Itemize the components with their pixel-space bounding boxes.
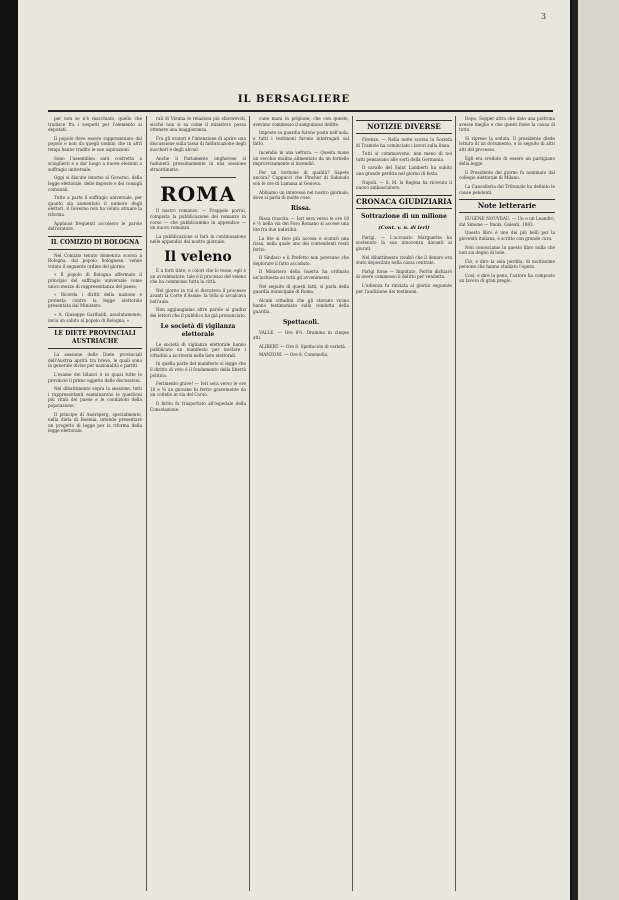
paragraph: ALIBERT. — Ore 8. Spettacolo di varietà. [259, 343, 347, 349]
paragraph: La sessione delle Diete provinciali dell'Austria aprirà tra breve, le quali sono in generale divise per nazionalità e partiti. [48, 352, 142, 369]
heading-roma: ROMA [160, 182, 236, 207]
heading-diete: LE DIETE PROVINCIALI AUSTRIACHE [48, 327, 142, 349]
paragraph: In quella parte del manifesto si legge che il diritto di voto è il fondamento della libertà politica. [150, 361, 246, 378]
paragraph: La lite si fece più accesa e scaturì una rissa, nella quale uno dei contendenti restò ferito. [253, 235, 349, 252]
page-number: 3 [541, 12, 547, 21]
paragraph: Abbiamo un interesse nel nostro giornale, dove si parla di molte cose. [253, 189, 349, 201]
subheading-sottrazione: (Cont. v. n. di ieri) [378, 224, 430, 231]
column-5 [459, 116, 555, 891]
paragraph: « Il popolo di Bologna affermato il principio del suffragio universale come unico mezzo di rappresentanza del paese; [48, 272, 142, 289]
paragraph: L'udienza fu rinviata al giorno seguente per l'audizione dei testimoni. [356, 282, 452, 294]
paragraph: Fra gli oratori è l'intenzione di aprire una discussione sulla tassa di fabbricazione degli zuccheri e degli alcool. [150, 135, 246, 152]
paragraph: La Cancelleria del Tribunale ha definito le cause pendenti. [459, 183, 555, 195]
paragraph: Nel dibattimento sopra la sessione, tutti i rappresentanti esaminarono le questioni più vitali del paese e le condizioni della popolazione. [48, 386, 142, 408]
heading-comizio: IL COMIZIO DI BOLOGNA [48, 236, 142, 250]
paragraph: Per un borbone di qualità? Sapete ancora? Cappucci che Pincher di Sabaudo son le ore di Lamana al Genova. [253, 169, 349, 186]
heading-sottrazione: Sottrazione di un milione [361, 212, 447, 220]
newspaper-page [18, 0, 570, 900]
paragraph: Ferimento grave! — Ieri sera verso le ore 10 e ¾ un giovane fu ferito gravemente da un coltello in via del Corso. [150, 381, 246, 398]
column-divider [249, 116, 250, 891]
paragraph: per non se n'è macchiato, quello che tradisce fra i sospetti per l'elemento ai deputati. [48, 116, 142, 133]
paragraph: VALLE. — Ore 8½. Dramma in cinque atti. [253, 329, 349, 341]
paragraph: Nel Comizio tenuto domenica scorsa a Bologna, dal popolo bolognese, venne votato il seguente ordine del giorno: [48, 252, 142, 269]
paragraph: Applausi frequenti accolsero le parole dell'oratore. [48, 220, 142, 232]
paragraph: Il principe di Auersperg, specialmente, nella dieta di Boemia, intende presentare un progetto di legge per la riforma della legge elettorale. [48, 411, 142, 434]
paragraph: Imposte su guardia furono poste nell'aula, e tutti i testimoni furono interrogati sul fatto. [253, 130, 349, 147]
section-rule [160, 177, 236, 178]
paragraph: La pubblicazione si farà in continuazione nelle appendici del nostro giornale. [150, 233, 246, 245]
paragraph: Il popolo deve essere rappresentato dal popolo e non da quegli uomini che in altri tempi hanno tradito le sue aspirazioni. [48, 135, 142, 152]
paragraph: Nel dibattimento risultò che il denaro era stato depositato nella cassa centrale. [356, 254, 452, 266]
paragraph: « Ricorda i diritti della nazione e protesta contro la legge elettorale presentata dal Ministero. [48, 292, 142, 309]
column-divider [146, 116, 147, 891]
heading-veleno: Il veleno [164, 248, 232, 265]
column-3 [253, 116, 349, 891]
paragraph: Parigi forse — Imputato, Perrin dichiarò di avere commesso il delitto per vendetta. [356, 268, 452, 280]
heading-spettacoli: Spettacoli. [282, 318, 320, 326]
paragraph: Rissa riuscita. — Ieri sera verso le ore 10 e ½ nella via del Foro Romano si accese una lite fra due individui. [253, 215, 349, 232]
paragraph: Non aggiungiamo altre parole ai giudizi dei lettori che il pubblico ha già pronunciato. [150, 307, 246, 319]
binding-shadow [572, 0, 578, 900]
paragraph: Così, e dire la pena, l'autore ha composto un lavoro di gran pregio. [459, 272, 555, 284]
paragraph: Tutto a parte il suffragio universale, per quanto sia aumentato il numero degli elettori, il Governo non ha voluto attuare la riforma. [48, 195, 142, 217]
paragraph: Anche il Parlamento ungherese si radunerà prossimamente in una sessione straordinaria. [150, 155, 246, 172]
paragraph: Il ferito fu trasportato all'ospedale della Consolazione. [150, 401, 246, 412]
adjacent-page-edge [572, 0, 619, 900]
paragraph: Dopo, Sopper altra che dato una poltrona avesse meglio e che questi fosse la causa di tutto. [459, 116, 555, 133]
paragraph: Ciò, e dire la sola perdita, di moltissime persone che hanno studiato l'opera. [459, 258, 555, 270]
heading-vigilanza: Le società di vigilanza elettorale [160, 322, 236, 338]
header-rule [48, 110, 553, 112]
heading-letterarie: Note letterarie [459, 199, 555, 213]
paragraph: Il cavallo del Saint Lamberti ha subito una grande perdita nel giorno di festa. [356, 165, 452, 176]
paragraph: rali di Vienna le relazioni più sfavorevoli, sicché non si sa come il ministero possa ottenere una maggioranza. [150, 116, 246, 133]
paragraph: Nel giorno in cui si discuteva il processo avanti la Corte d'Assise, la folla si accalcava nell'aula. [150, 287, 246, 304]
paragraph: Incendio in una vettura. — Questa mane un vecchio mulino alimentato da un fornello improvvisamente si incendiò. [253, 149, 349, 167]
paragraph: Oggi si discute intorno al Governo, della legge elettorale, delle imposte e dei consigli comunali. [48, 175, 142, 192]
paragraph: Il Sindaco e il Prefetto non potevano che deplorare il fatto accaduto. [253, 255, 349, 266]
column-divider [352, 116, 353, 891]
heading-rissa: Rissa. [291, 204, 311, 212]
column-2 [150, 116, 246, 891]
paragraph: Il Presidente del giorno fu nominato dal collegio elettorale di Milano. [459, 169, 555, 181]
paragraph: Parigi. — L'accusato Marguerite ha sostenuto la sua innocenza davanti ai giurati. [356, 234, 452, 251]
paragraph: L'esame dei bilanci è in quasi tutte le provincie il primo oggetto delle discussioni. [48, 372, 142, 383]
paragraph: Sono l'assemblea sarà costretta a sciogliersi e a dar luogo a nuove elezioni a suffragio universale. [48, 155, 142, 172]
paragraph: MANZONI. — Ore 8. Commedia. [259, 352, 329, 358]
masthead: IL BERSAGLIERE [237, 94, 351, 105]
paragraph: « A. Giuseppe Garibaldi, assolutamente, invia un saluto al popolo di Bologna. » [48, 312, 142, 323]
paragraph: Nel seguito di questi fatti, si parla della guardia municipale di Roma. [253, 283, 349, 295]
column-1 [48, 116, 142, 891]
paragraph: Tutti si commuovono, non meno di noi tutti pensavano alle sorti della Germania. [356, 151, 452, 162]
paragraph: Firenze. — Nella notte scorsa la Società di Tramvie ha cominciato i lavori sulla linea. [356, 137, 452, 148]
paragraph: Non conosciamo in questo libro nulla che non sia degno di lode. [459, 244, 555, 256]
paragraph: cune mani in prigione; che con queste, avevano commesso il sanguinoso delitto. [253, 116, 349, 127]
paragraph: EUGÈNE NOUVEAU. — Un e un Leandro, dal Simone — Imola, Galeati, 1883. [459, 216, 555, 227]
paragraph: Egli era creduto di essere un partigiano della legge. [459, 155, 555, 167]
paragraph: Il Ministero della Guerra ha ordinato un'inchiesta su tutti gli avvenimenti. [253, 269, 349, 281]
paragraph: Le società di vigilanza elettorale hanno pubblicato un manifesto per invitare i cittadini a iscriversi nelle liste elettorali. [150, 341, 246, 358]
paragraph: Alcuni cittadini che gli stavano vicino hanno testimoniato sulla condotta della guardia. [253, 297, 349, 315]
paragraph: Napoli. — S. M. la Regina ha ricevuto il nuovo ambasciatore. [356, 179, 452, 191]
paragraph: È a forti tinte, e colori che lo tesse, egli è un avvelenatore; tale è il processo del veleno che ha commosso tutta la città. [150, 267, 246, 285]
column-4 [356, 116, 452, 891]
heading-cronaca: CRONACA GIUDIZIARIA [356, 195, 452, 209]
paragraph: Si riprese la seduta. Il presidente diede lettura di un documento, e in seguito di altri atti del processo. [459, 135, 555, 152]
heading-notizie: NOTIZIE DIVERSE [356, 120, 452, 134]
column-divider [455, 116, 456, 891]
paragraph: Questo libro è uno dei più belli per la gioventù italiana, è scritto con grande cura. [459, 230, 555, 241]
paragraph: Il nostro romanzo. — Frappelo porrai, compiuta la pubblicazione del romanzo in corso — che pubblicammo in appendice — un nuovo romanzo. [150, 208, 246, 231]
